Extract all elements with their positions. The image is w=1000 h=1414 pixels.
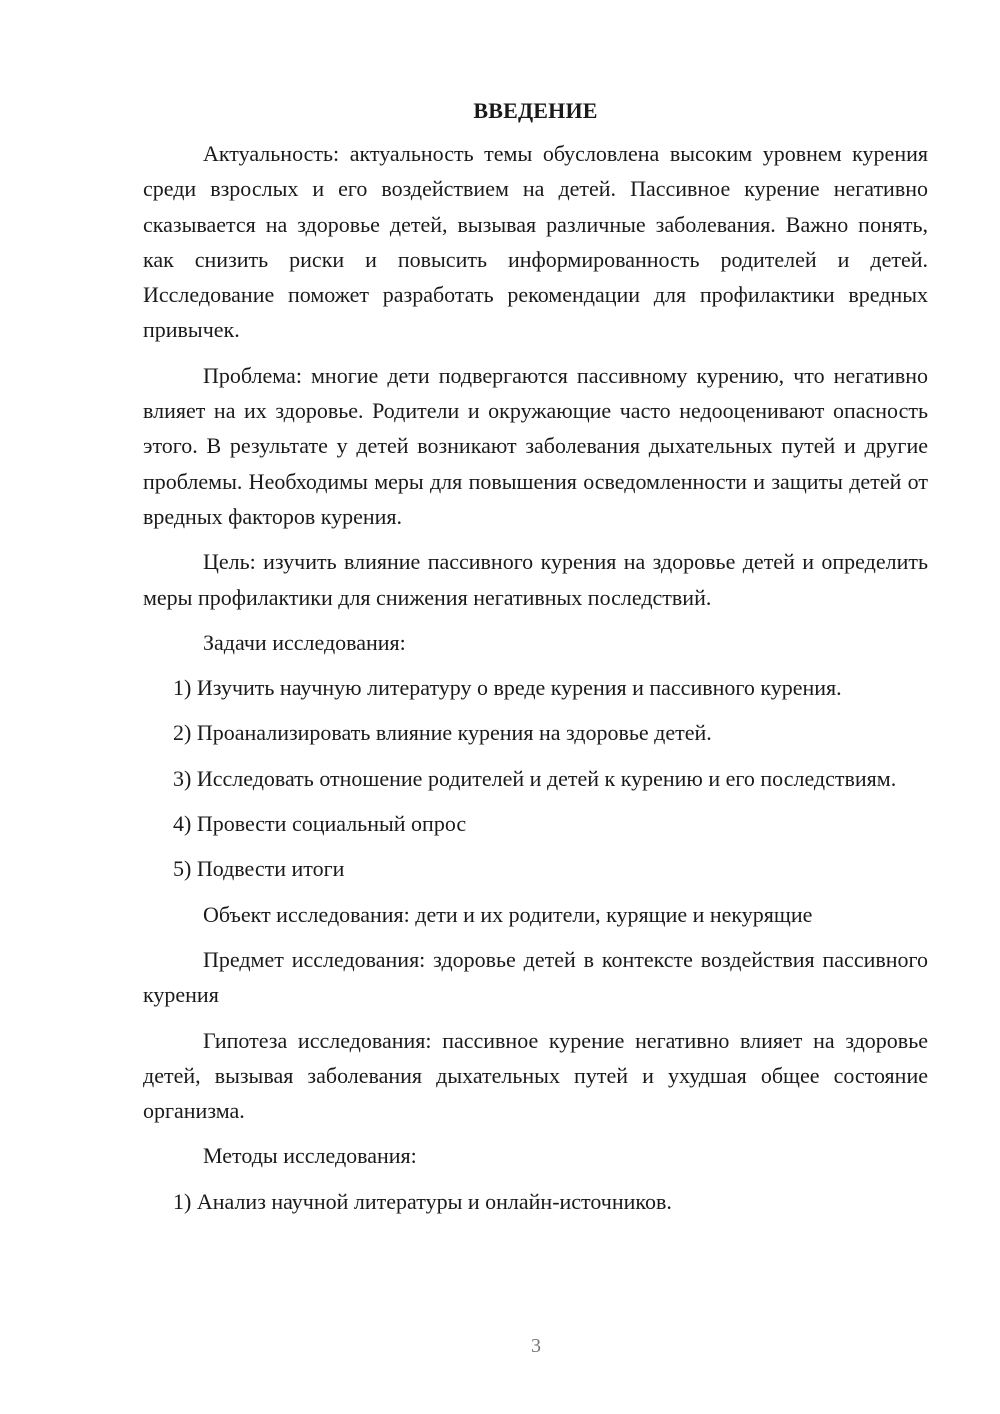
task-item-5: 5) Подвести итоги <box>173 856 345 882</box>
task-item-4: 4) Провести социальный опрос <box>173 811 467 837</box>
paragraph-hypothesis: Гипотеза исследования: пассивное курение негативно влияет на здоровье детей, вызывая заболевания дыхательных путей и ухудшая общее состояние организма. <box>143 1027 928 1124</box>
paragraph-problem: Проблема: многие дети подвергаются пассивному курению, что негативно влияет на их здоровье. Родители и окружающие часто недооценивают опасность этого. В результате у детей возникают заболевания дыхательных путей и другие проблемы. Необходимы меры для повышения осведомленности и защиты детей от вредных факторов курения. <box>143 362 928 529</box>
paragraph-methods-heading: Методы исследования: <box>203 1143 417 1169</box>
task-item-1: 1) Изучить научную литературу о вреде курения и пассивного курения. <box>173 675 842 701</box>
paragraph-subject: Предмет исследования: здоровье детей в контексте воздействия пассивного курения <box>143 946 928 1008</box>
task-item-2: 2) Проанализировать влияние курения на здоровье детей. <box>173 720 712 746</box>
section-title: ВВЕДЕНИЕ <box>473 98 598 123</box>
paragraph-relevance: Актуальность: актуальность темы обусловлена высоким уровнем курения среди взрослых и его воздействием на детей. Пассивное курение негативно сказывается на здоровье детей, вызывая различные заболевания. Важно понять, как снизить риски и повысить информированность родителей и детей. Исследование поможет разработать рекомендации для профилактики вредных привычек. <box>143 141 928 343</box>
paragraph-tasks-heading: Задачи исследования: <box>203 629 406 655</box>
page-number: 3 <box>531 1335 541 1357</box>
task-item-3: 3) Исследовать отношение родителей и детей к курению и его последствиям. <box>173 765 897 791</box>
paragraph-object: Объект исследования: дети и их родители, курящие и некурящие <box>203 901 813 927</box>
paragraph-goal: Цель: изучить влияние пассивного курения на здоровье детей и определить меры профилактики для снижения негативных последствий. <box>143 549 928 610</box>
method-item-1: 1) Анализ научной литературы и онлайн-источников. <box>173 1188 672 1214</box>
document-body <box>143 98 928 1219</box>
